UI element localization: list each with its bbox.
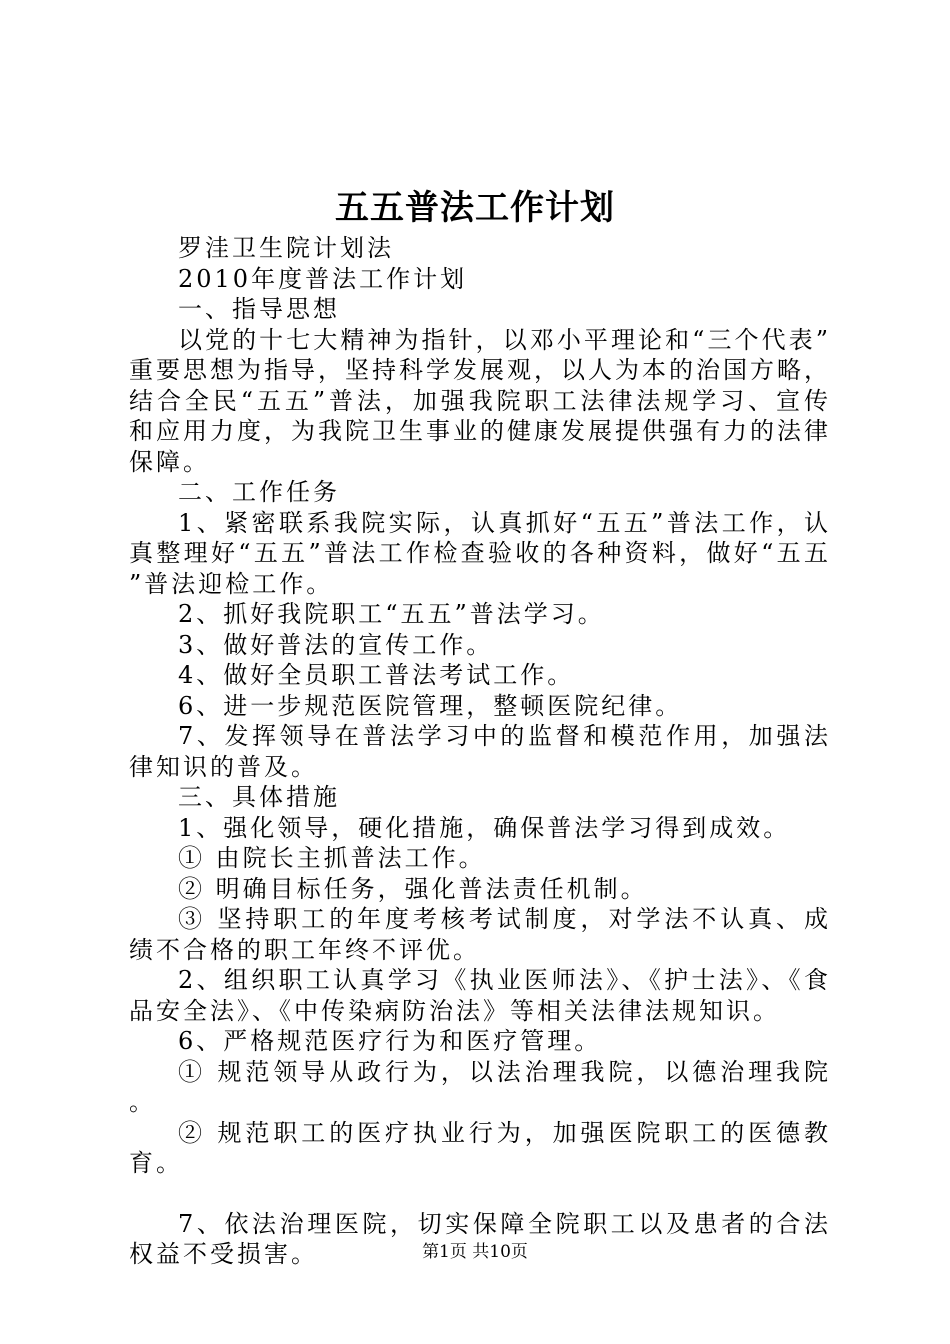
measure-item-1: 1、强化领导，硬化措施，确保普法学习得到成效。 bbox=[178, 813, 791, 842]
paragraph-guiding-ideology: 以党的十七大精神为指针，以邓小平理论和“三个代表”重要思想为指导，坚持科学发展观，以人为本的治国方略，结合全民“五五”普法，加强我院职工法律法规学习、宣传和应用力度，为我院卫生事业的健康发展提供强有力的法律保障。 bbox=[129, 325, 831, 476]
measure-item-6: 6、严格规范医疗行为和医疗管理。 bbox=[178, 1027, 602, 1055]
measure-subitem-1-2: ② 明确目标任务，强化普法责任机制。 bbox=[178, 874, 648, 903]
measure-subitem-1-1: ① 由院长主抓普法工作。 bbox=[178, 844, 486, 872]
measure-item-2: 2、组织职工认真学习《执业医师法》、《护士法》、《食品安全法》、《中传染病防治法》等相关法律法规知识。 bbox=[129, 966, 831, 1025]
task-item-7: 7、发挥领导在普法学习中的监督和模范作用，加强法律知识的普及。 bbox=[129, 722, 831, 781]
document-body bbox=[129, 233, 831, 1270]
section-heading-guiding-ideology: 一、指导思想 bbox=[178, 295, 340, 323]
task-item-6: 6、进一步规范医院管理，整顿医院纪律。 bbox=[178, 691, 683, 720]
measure-subitem-1-3: ③ 坚持职工的年度考核考试制度，对学法不认真、成绩不合格的职工年终不评优。 bbox=[129, 905, 831, 964]
task-item-4: 4、做好全员职工普法考试工作。 bbox=[178, 661, 575, 689]
task-item-3: 3、做好普法的宣传工作。 bbox=[178, 630, 494, 659]
task-item-2: 2、抓好我院职工“五五”普法学习。 bbox=[178, 600, 605, 628]
section-heading-work-tasks: 二、工作任务 bbox=[178, 478, 340, 506]
measure-subitem-6-2: ② 规范职工的医疗执业行为，加强医院职工的医德教育。 bbox=[129, 1118, 831, 1177]
page-title: 五五普法工作计划 bbox=[335, 188, 615, 228]
measure-subitem-6-1: ① 规范领导从政行为，以法治理我院，以德治理我院。 bbox=[129, 1057, 831, 1116]
paragraph-subtitle: 2010年度普法工作计划 bbox=[178, 264, 468, 293]
measure-item-7: 7、依法治理医院，切实保障全院职工以及患者的合法权益不受损害。 bbox=[129, 1209, 831, 1268]
paragraph-author: 罗洼卫生院计划法 bbox=[178, 234, 394, 262]
page-footer: 第1页 共10页 bbox=[422, 1242, 528, 1262]
task-item-1: 1、紧密联系我院实际，认真抓好“五五”普法工作，认真整理好“五五”普法工作检查验收的各种资料，做好“五五”普法迎检工作。 bbox=[129, 508, 831, 598]
section-heading-measures: 三、具体措施 bbox=[178, 783, 340, 811]
